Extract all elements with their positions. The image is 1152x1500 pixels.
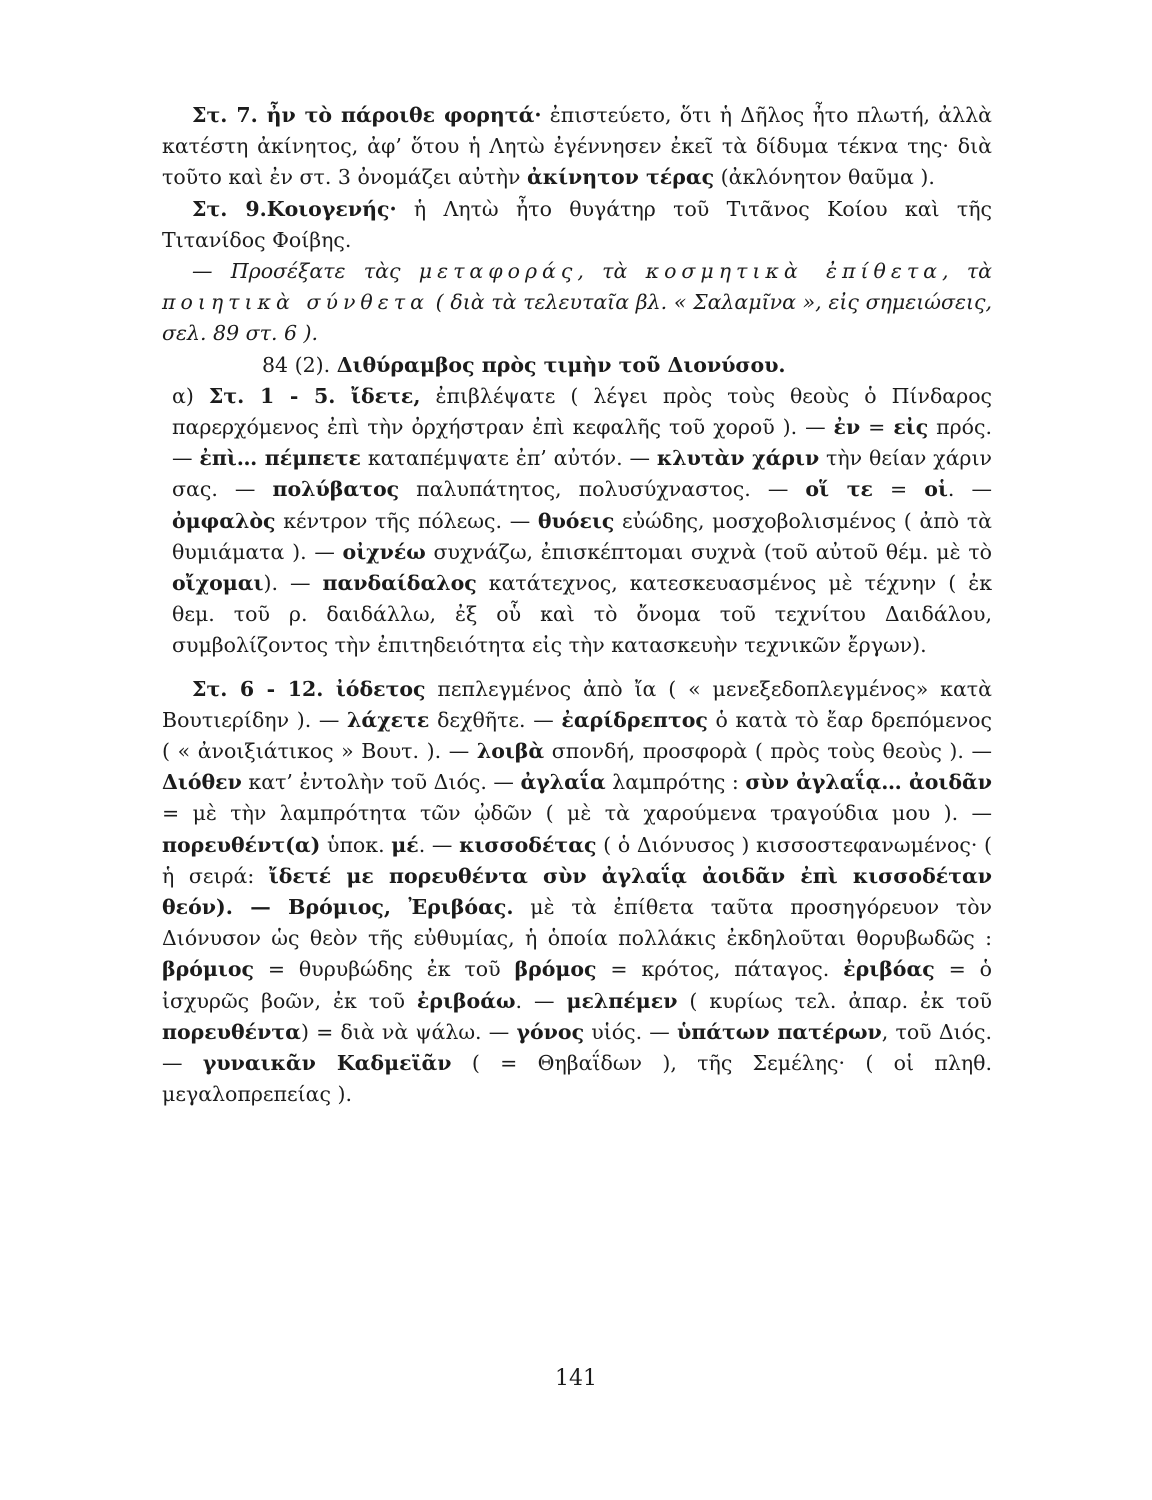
greek-lemma: ὀμφαλὸς bbox=[172, 508, 276, 533]
greek-lemma: ἀκίνητον τέρας bbox=[526, 165, 715, 190]
greek-lemma: ὑπάτων πατέρων bbox=[677, 1019, 882, 1044]
explanation-text: τὴν θείαν χάριν σας. — bbox=[172, 446, 992, 502]
explanation-text: ( κυρίως τελ. ἀπαρ. ἐκ τοῦ bbox=[677, 988, 992, 1013]
explanation-text: = ὁ ἰσχυρῶς βοῶν, ἐκ τοῦ bbox=[162, 957, 992, 1013]
greek-lemma: λάχετε bbox=[347, 707, 430, 732]
greek-lemma: οἴχομαι bbox=[172, 571, 264, 596]
spaced-term: κοσμητικὰ ἐπίθετα bbox=[645, 259, 943, 284]
greek-lemma: σὺν ἀγλαΐᾳ… ἀοιδᾶν bbox=[745, 770, 993, 795]
explanation-text: παλυπάτητος, πολυσύχναστος. — bbox=[399, 477, 806, 502]
greek-lemma: μελπέμεν bbox=[566, 988, 678, 1013]
line-reference: Στ. 9. bbox=[192, 196, 267, 221]
note-text: , τὰ bbox=[942, 259, 993, 284]
greek-lemma: κλυτὰν χάριν bbox=[656, 446, 820, 471]
greek-lemma: πορευθέντ(α) bbox=[162, 832, 321, 857]
greek-lemma: Κοιογενής· bbox=[266, 196, 397, 221]
greek-lemma: ἐν bbox=[833, 415, 861, 440]
explanation-text: ( ὁ Διόνυσος ) κισσοστεφανωμένος· ( ἡ σειρά: bbox=[162, 832, 992, 888]
greek-lemma: εἰς bbox=[893, 415, 929, 440]
explanation-text: = μὲ τὴν λαμπρότητα τῶν ᾠδῶν ( μὲ τὰ χαρούμενα τραγούδια μου ). — bbox=[162, 801, 992, 826]
greek-lemma: Στ. 1 - 5. ἴδετε, bbox=[208, 383, 421, 408]
explanation-text: ἡ Λητὼ ἦτο θυγάτηρ τοῦ Τιτᾶνος Κοίου καὶ τῆς Τιτανίδος Φοίβης. bbox=[162, 196, 992, 252]
note-text: , τὰ bbox=[577, 259, 646, 284]
greek-lemma: ἐπὶ… πέμπετε bbox=[199, 446, 361, 471]
greek-lemma: πορευθέντα bbox=[162, 1019, 301, 1044]
explanation-text: συχνάζω, ἐπισκέπτομαι συχνὰ (τοῦ αὐτοῦ θέμ. μὲ τὸ bbox=[425, 539, 992, 564]
greek-lemma: ἦν τὸ πάροιθε φορητά· bbox=[266, 103, 542, 127]
greek-lemma: λοιβὰ bbox=[476, 739, 545, 764]
explanation-text: ὁ κατὰ τὸ ἔαρ δρεπόμενος ( « ἀνοιξιάτικος » Βουτ. ). — bbox=[162, 707, 993, 764]
greek-lemma: οἵ τε bbox=[805, 477, 873, 502]
explanation-text: . — bbox=[418, 832, 460, 857]
commentary-paragraph-lines-6-12 bbox=[162, 674, 992, 1111]
explanation-text: = θυρυβώδης ἐκ τοῦ bbox=[254, 957, 515, 982]
explanation-text: ἐπιστεύετο, ὅτι ἡ Δῆλος ἦτο πλωτή, ἀλλὰ κατέστη ἀκίνητος, ἀφ’ ὅτου ἡ Λητὼ ἐγέννησεν ἐκεῖ τὰ δίδυμα τέκνα της· διὰ τοῦτο καὶ ἐν στ. 3 ὀνομάζει αὐτὴν bbox=[162, 103, 992, 190]
explanation-text: ὑποκ. bbox=[320, 832, 392, 857]
explanation-text: εὐώδης, μοσχοβολισμένος ( ἀπὸ τὰ θυμιάματα ). — bbox=[172, 508, 993, 564]
line-reference: Στ. 7. bbox=[192, 103, 267, 127]
greek-lemma: ἐαρίδρεπτος bbox=[561, 707, 708, 732]
spaced-term: μεταφοράς bbox=[418, 259, 578, 284]
greek-lemma: πανδαίδαλος bbox=[322, 571, 477, 596]
commentary-paragraph-lines-1-5 bbox=[162, 381, 992, 662]
section-number: 84 (2). bbox=[262, 352, 337, 377]
explanation-text: κατ’ ἐντολὴν τοῦ Διός. — bbox=[241, 770, 521, 795]
greek-lemma: Διόθεν bbox=[162, 770, 242, 795]
greek-lemma: γυναικᾶν Καδμεϊᾶν bbox=[202, 1051, 452, 1076]
style-note-paragraph bbox=[162, 256, 992, 350]
explanation-text: σπονδή, προσφορὰ ( πρὸς τοὺς θεοὺς ). — bbox=[544, 739, 992, 764]
explanation-text: (ἀκλόνητον θαῦμα ). bbox=[714, 165, 935, 190]
greek-lemma: γόνος bbox=[516, 1019, 585, 1044]
greek-lemma: Στ. 6 - 12. ἰόδετος bbox=[192, 676, 426, 701]
note-text: — Προσέξατε τὰς bbox=[192, 259, 419, 284]
greek-lemma: ἐριβόας bbox=[843, 957, 935, 982]
explanation-text: υἱός. — bbox=[584, 1019, 677, 1044]
explanation-text: πρός. — bbox=[172, 415, 992, 471]
greek-lemma: θυόεις bbox=[537, 508, 615, 533]
greek-lemma: ἐριβοάω bbox=[416, 988, 516, 1013]
greek-lemma: κισσοδέτας bbox=[459, 832, 597, 857]
greek-lemma: οἱ bbox=[924, 477, 948, 502]
explanation-text: λαμπρότης : bbox=[605, 770, 746, 795]
greek-lemma: μέ bbox=[391, 832, 419, 857]
note-text: ( διὰ τὰ τελευταῖα βλ. « Σαλαμῖνα », εἰς σημειώσεις, σελ. 89 στ. 6 ). bbox=[162, 290, 992, 346]
subsection-marker: α) bbox=[172, 383, 209, 408]
explanation-text: . — bbox=[515, 988, 567, 1013]
commentary-paragraph-line-7 bbox=[162, 100, 992, 194]
explanation-text: κέντρον τῆς πόλεως. — bbox=[275, 508, 538, 533]
explanation-text: ( = Θηβαΐδων ), τῆς Σεμέλης· ( οἱ πληθ. μεγαλοπρεπείας ). bbox=[162, 1051, 992, 1107]
explanation-text: πεπλεγμένος ἀπὸ ἴα ( « μενεξεδοπλεγμένος» κατὰ Βουτιερίδην ). — bbox=[162, 676, 992, 732]
explanation-text: = bbox=[860, 415, 894, 440]
explanation-text: κατάτεχνος, κατεσκευασμένος μὲ τέχνην ( ἐκ θεμ. τοῦ ρ. δαιδάλλω, ἐξ οὗ καὶ τὸ ὄνομα τοῦ τεχνίτου Δαιδάλου, συμβολίζοντος τὴν ἐπιτηδειότητα εἰς τὴν κατασκευὴν τεχνικῶν ἔργων). bbox=[172, 571, 993, 658]
explanation-text: καταπέμψατε ἐπ’ αὐτόν. — bbox=[360, 446, 657, 471]
greek-lemma: πολύβατος bbox=[272, 477, 400, 502]
section-title: Διθύραμβος πρὸς τιμὴν τοῦ Διονύσου. bbox=[336, 352, 786, 377]
commentary-paragraph-line-9 bbox=[162, 194, 992, 256]
greek-lemma: βρόμος bbox=[514, 957, 597, 982]
explanation-text: . — bbox=[947, 477, 992, 502]
spaced-term: ποιητικὰ σύνθετα bbox=[162, 290, 429, 315]
explanation-text: ) = διὰ νὰ ψάλω. — bbox=[300, 1019, 517, 1044]
section-heading bbox=[162, 350, 992, 381]
greek-lemma: οἰχνέω bbox=[342, 539, 426, 564]
explanation-text: , τοῦ Διός. — bbox=[162, 1019, 993, 1076]
greek-lemma: ἴδετέ με πορευθέντα σὺν ἀγλαΐᾳ ἀοιδᾶν ἐπὶ κισσοδέταν θεόν). — Βρόμιος, Ἐριβόας. bbox=[162, 863, 992, 920]
explanation-text: ). — bbox=[263, 571, 323, 596]
greek-lemma: βρόμιος bbox=[162, 957, 254, 982]
page-number: 141 bbox=[555, 1366, 597, 1391]
explanation-text: ἐπιβλέψατε ( λέγει πρὸς τοὺς θεοὺς ὁ Πίνδαρος παρερχόμενος ἐπὶ τὴν ὀρχήστραν ἐπὶ κεφαλῆς τοῦ χοροῦ ). — bbox=[172, 383, 993, 440]
greek-lemma: ἀγλαΐα bbox=[520, 770, 606, 795]
explanation-text: μὲ τὰ ἐπίθετα ταῦτα προσηγόρευον τὸν Διόνυσον ὡς θεὸν τῆς εὐθυμίας, ἡ ὁποία πολλάκις ἐκδηλοῦται θορυβωδῶς : bbox=[162, 895, 992, 951]
explanation-text: = κρότος, πάταγος. bbox=[596, 957, 844, 982]
explanation-text: = bbox=[872, 477, 925, 502]
explanation-text: δεχθῆτε. — bbox=[429, 707, 562, 732]
